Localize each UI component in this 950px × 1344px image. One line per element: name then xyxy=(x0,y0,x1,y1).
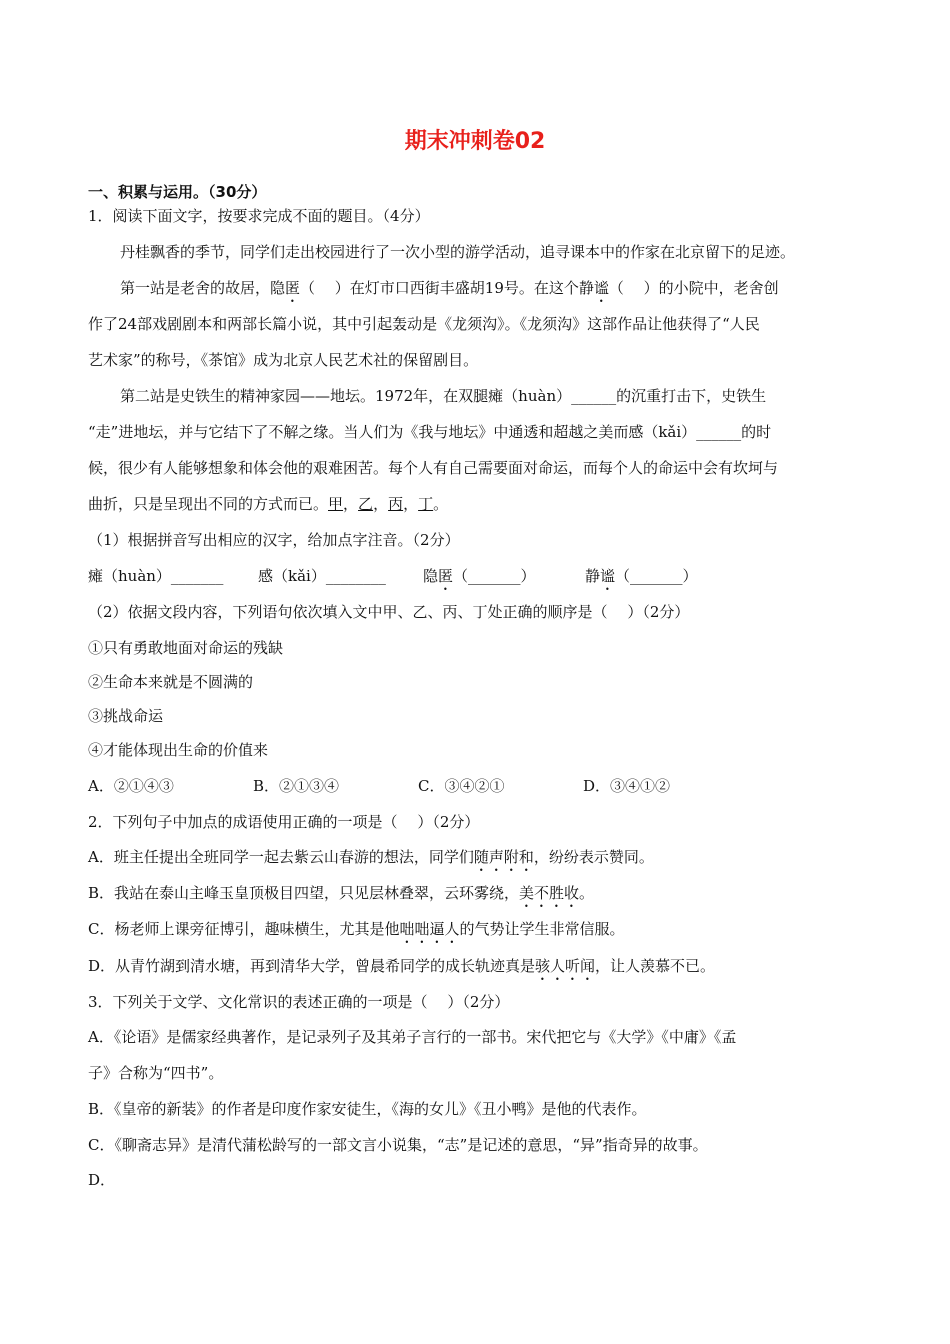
q1-sub1: （1）根据拼音写出相应的汉字，给加点字注音。（2分） xyxy=(88,531,460,549)
blank-jia: 甲 xyxy=(328,495,344,513)
q1-stem: 1．阅读下面文字，按要求完成不面的题目。（4分） xyxy=(88,207,430,225)
q1-fill-row xyxy=(88,566,868,594)
section-heading: 一、积累与运用。（30分） xyxy=(88,183,267,201)
fill-huan: 瘫（huàn）_______ xyxy=(88,567,224,585)
q2-stem: 2．下列句子中加点的成语使用正确的一项是（ ）（2分） xyxy=(88,813,480,831)
q2-option-c: C．杨老师上课旁征博引，趣味横生，尤其是他咄咄逼人的气势让学生非常信服。 xyxy=(88,920,625,938)
blank-yi: 乙 xyxy=(358,495,374,513)
q3-stem: 3．下列关于文学、文化常识的表述正确的一项是（ ）（2分） xyxy=(88,993,510,1011)
fill-ni: 隐匿（_______） xyxy=(423,567,536,585)
q3-option-c: C．《聊斋志异》是清代蒲松龄写的一部文言小说集，“志”是记述的意思，“异”指奇异的故事。 xyxy=(88,1136,708,1154)
option-d: D．③④①② xyxy=(583,777,671,795)
sentence-2: ②生命本来就是不圆满的 xyxy=(88,673,254,691)
fill-mi: 静谧（_______） xyxy=(585,567,698,585)
option-c: C．③④②① xyxy=(418,777,505,795)
q2-option-b: B．我站在泰山主峰玉皇顶极目四望，只见层林叠翠，云环雾绕，美不胜收。 xyxy=(88,884,595,902)
fill-kai: 感（kǎi）________ xyxy=(258,567,386,585)
q3-option-b: B．《皇帝的新装》的作者是印度作家安徒生，《海的女儿》《丑小鸭》是他的代表作。 xyxy=(88,1100,647,1118)
q1-paragraph-1: 丹桂飘香的季节，同学们走出校园进行了一次小型的游学活动，追寻课本中的作家在北京留下的足迹。 xyxy=(120,243,796,261)
q3-option-d: D． xyxy=(88,1171,116,1189)
option-b: B．②①③④ xyxy=(253,777,340,795)
option-a: A．②①④③ xyxy=(88,777,174,795)
q1-paragraph-2-line-1: 第一站是老舍的故居，隐匿（ ）在灯市口西街丰盛胡19号。在这个静谧（ ）的小院中，老舍创 xyxy=(120,279,779,297)
q1-sub2: （2）依据文段内容，下列语句依次填入文中甲、乙、丙、丁处正确的顺序是（ ）（2分） xyxy=(88,603,690,621)
q3-option-a-line-1: A．《论语》是儒家经典著作，是记录列子及其弟子言行的一部书。宋代把它与《大学》《中庸》《孟 xyxy=(88,1028,737,1046)
page-title: 期末冲刺卷02 xyxy=(404,129,546,154)
blank-bing: 丙 xyxy=(388,495,404,513)
q3-option-a-line-2: 子》合称为“四书”。 xyxy=(88,1064,224,1082)
q1-paragraph-3-line-1: 第二站是史铁生的精神家园——地坛。1972年，在双腿瘫（huàn）______的沉重打击下，史铁生 xyxy=(120,387,767,405)
q1-paragraph-3-line-2: “走”进地坛，并与它结下了不解之缘。当人们为《我与地坛》中通透和超越之美而感（kǎi）______的时 xyxy=(88,423,772,441)
q1-paragraph-2-line-2: 作了24部戏剧剧本和两部长篇小说，其中引起轰动是《龙须沟》。《龙须沟》这部作品让他获得了“人民 xyxy=(88,315,760,333)
q1-options xyxy=(88,776,868,796)
dotted-char: 匿 xyxy=(285,279,301,297)
q2-option-d: D．从青竹湖到清水塘，再到清华大学，曾晨希同学的成长轨迹真是骇人听闻，让人羡慕不已。 xyxy=(88,957,716,975)
q2-option-a: A．班主任提出全班同学一起去紫云山春游的想法，同学们随声附和，纷纷表示赞同。 xyxy=(88,848,654,866)
dotted-char: 谧 xyxy=(593,279,609,297)
q1-paragraph-2-line-3: 艺术家”的称号，《茶馆》成为北京人民艺术社的保留剧目。 xyxy=(88,351,479,369)
sentence-3: ③挑战命运 xyxy=(88,707,164,725)
q1-paragraph-3-line-4: 曲折，只是呈现出不同的方式而已。甲，乙，丙，丁。 xyxy=(88,495,449,513)
sentence-1: ①只有勇敢地面对命运的残缺 xyxy=(88,639,284,657)
blank-ding: 丁 xyxy=(418,495,434,513)
q1-paragraph-3-line-3: 候，很少有人能够想象和体会他的艰难困苦。每个人有自己需要面对命运，而每个人的命运中会有坎坷与 xyxy=(88,459,779,477)
sentence-4: ④才能体现出生命的价值来 xyxy=(88,741,269,759)
